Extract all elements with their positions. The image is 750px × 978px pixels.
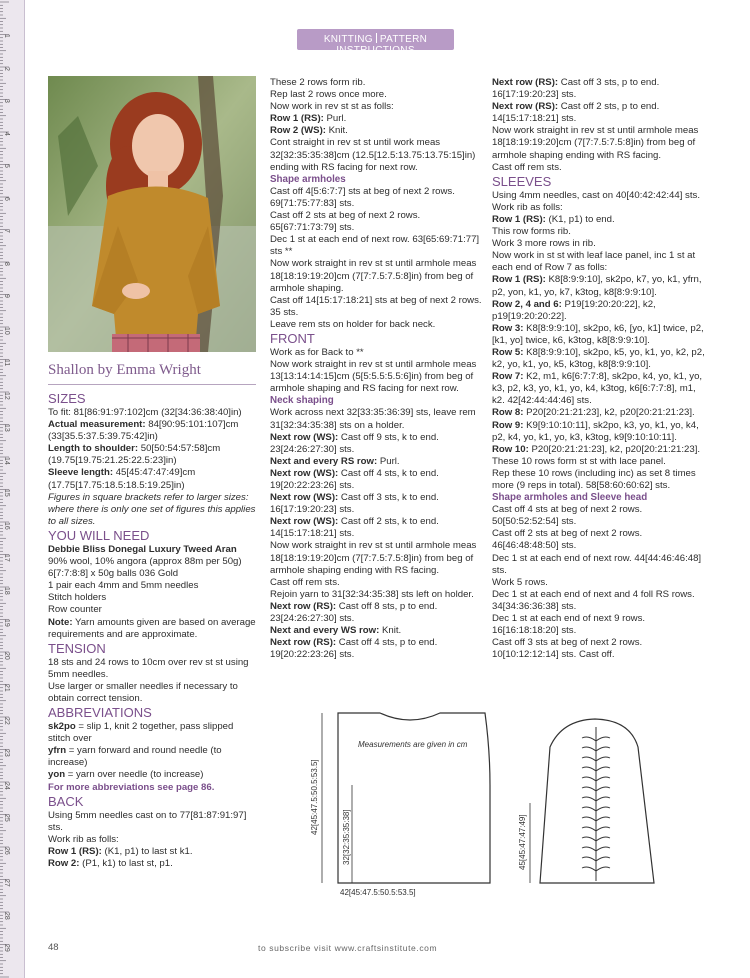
instruction-line: Next and every WS row: Knit. — [270, 625, 402, 637]
instruction-line: To fit: 81[86:91:97:102]cm (32[34:36:38:40]in) — [48, 407, 242, 418]
body-outline — [338, 713, 490, 883]
ruler-number: 29 — [3, 944, 10, 952]
instruction-line: Cast off rem sts. — [492, 161, 562, 173]
instruction-line: Next row (RS): Cast off 3 sts, p to end. 16[17:19:20:23] sts. — [492, 77, 660, 101]
instruction-line: Work rib as folls: — [492, 201, 563, 213]
instruction-line: Next and every RS row: Purl. — [270, 455, 400, 467]
instruction-line: Actual measurement: 84[90:95:101:107]cm (33[35.5:37.5:39.75:42]in) — [48, 419, 239, 443]
abbreviations-list — [48, 721, 258, 781]
front-cont-instructions — [492, 77, 707, 174]
instruction-line: Cast off 3 sts at beg of next 2 rows. 10[10:12:12:14] sts. Cast off. — [492, 637, 643, 661]
instruction-line: Next row (WS): Cast off 9 sts, k to end. 23[24:26:27:30] sts. — [270, 431, 439, 455]
instruction-line: Row 5: K8[8:9:9:10], sk2po, k5, yo, k1, yo, k2, p2, k2, yo, k1, yo, k5, k3tog, k8[8:9:9:10]. — [492, 346, 705, 371]
subscribe-text: to subscribe visit www.craftsinstitute.com — [258, 943, 438, 953]
instruction-line: Row 1 (RS): (K1, p1) to last st k1. — [48, 845, 193, 857]
instruction-line: Row 7: K2, m1, k6[6:7:7:8], sk2po, k4, yo, k1, yo, k3, p2, k3, yo, k1, yo, k4, k3tog, k6[6:7:7:8], m1, k2. 42[42:44:44:46] sts. — [492, 371, 703, 407]
front-instructions — [270, 347, 484, 395]
body-length-label: 42[45:47.5:50.5:53.5] — [310, 759, 319, 835]
subheading-sleeve-head: Shape armholes and Sleeve head — [492, 492, 648, 504]
instruction-line: Now work in st st with leaf lace panel, inc 1 st at each end of Row 7 as folls: — [492, 250, 696, 274]
yarn-note: Note: Yarn amounts given are based on average requirements and are approximate. — [48, 616, 256, 640]
sizes-note: Figures in square brackets refer to larger sizes: where there is only one set of figures this applies to all sizes. — [48, 491, 256, 527]
instruction-line: yfrn = yarn forward and round needle (to increase) — [48, 745, 222, 769]
ruler-number: 11 — [3, 359, 10, 367]
abbreviations-link[interactable]: For more abbreviations see page 86. — [48, 781, 215, 793]
back-rib-instructions — [270, 77, 484, 174]
instruction-line: Row 1 (RS): K8[8:9:9:10], sk2po, k7, yo, k1, yfrn, p2, yon, k1, yo, k7, k3tog, k8[8:9:9:10]. — [492, 274, 702, 298]
instruction-line: Now work straight in rev st st until armhole meas 13[13:14:14:15]cm (5[5:5.5:5.5:6]in) from beg of armhole shaping and RS facing for next row. — [270, 359, 477, 395]
instruction-line: Now work in rev st st as folls: — [270, 101, 394, 113]
instruction-line: Now work straight in rev st st until armhole meas 18[18:19:19:20]cm (7[7:7.5:7.5:8]in) from beg of armhole shaping ending with RS facing. — [492, 125, 699, 161]
ruler-number: 3 — [3, 99, 10, 103]
ruler-number: 21 — [3, 684, 10, 692]
instruction-line: Next row (RS): Cast off 4 sts, p to end. 19[20:22:23:26] sts. — [270, 637, 438, 661]
ruler-number: 28 — [3, 911, 10, 920]
instruction-line: Sleeve length: 45[45:47:47:49]cm (17.75[17.75:18.5:18.5:19.25]in) — [48, 467, 196, 491]
instruction-line: Now work straight in rev st st until armhole meas 18[18:19:19:20]cm (7[7:7.5:7.5:8]in) from beg of armhole shaping. — [270, 258, 477, 294]
instruction-line: Leave rem sts on holder for back neck. — [270, 318, 436, 330]
ruler-number: 16 — [3, 521, 10, 530]
instruction-line: These 2 rows form rib. — [270, 77, 366, 88]
armhole-depth-label: 32[32:35:35:38] — [342, 809, 351, 865]
ruler-number: 5 — [3, 164, 10, 168]
instruction-line: Row 2, 4 and 6: P19[19:20:20:22], k2, p19[19:20:20:22]. — [492, 298, 656, 322]
instruction-line: Work across next 32[33:35:36:39] sts, leave rem 31[32:34:35:38] sts on a holder. — [270, 407, 476, 431]
yarn-name: Debbie Bliss Donegal Luxury Tweed Aran — [48, 543, 237, 555]
page-number: 48 — [48, 942, 59, 953]
subheading-neck-shaping: Neck shaping — [270, 395, 334, 407]
section-label: KNITTING — [323, 34, 373, 45]
ruler-number: 7 — [3, 229, 10, 233]
photo-caption: Shallon by Emma Wright — [48, 362, 201, 378]
text-line: 90% wool, 10% angora (approx 88m per 50g) — [48, 556, 242, 568]
heading-you-will-need: YOU WILL NEED — [48, 527, 150, 543]
ruler-number: 12 — [3, 391, 10, 400]
ruler-number: 4 — [3, 131, 10, 136]
instruction-line: These 10 rows form st st with lace panel. — [492, 455, 666, 467]
column-2 — [270, 77, 484, 661]
text-line: Stitch holders — [48, 592, 107, 604]
ruler-number: 19 — [3, 619, 10, 627]
sleeve-length-label: 45[45:47:47:49] — [518, 814, 527, 870]
ruler-number: 1 — [3, 34, 10, 38]
ruler-number: 9 — [3, 294, 10, 298]
ruler-number: 2 — [3, 66, 10, 71]
instruction-line: Cast off 2 sts at beg of next 2 rows. 65[67:71:73:79] sts. — [270, 210, 421, 234]
instruction-line: Cast off 4[5:6:7:7] sts at beg of next 2 rows. 69[71:75:77:83] sts. — [270, 185, 455, 209]
column-3 — [492, 77, 707, 661]
instruction-line: yon = yarn over needle (to increase) — [48, 769, 204, 781]
heading-front: FRONT — [270, 330, 315, 346]
instruction-line: Dec 1 st at each end of next 9 rows. 16[16:18:18:20] sts. — [492, 613, 646, 637]
ruler-number: 22 — [3, 716, 10, 725]
heading-back: BACK — [48, 793, 84, 809]
instruction-line: Rep last 2 rows once more. — [270, 89, 387, 101]
instruction-line: Row 3: K8[8:9:9:10], sk2po, k6, [yo, k1] twice, p2, [k1, yo] twice, k6, k3tog, k8[8:9:9:10]. — [492, 322, 704, 346]
instruction-line: Cast off rem sts. — [270, 576, 340, 588]
heading-sleeves: SLEEVES — [492, 173, 552, 189]
sizes-list — [48, 407, 258, 492]
instruction-line: Cast off 4 sts at beg of next 2 rows. 50[50:52:52:54] sts. — [492, 504, 643, 528]
ruler-number: 26 — [3, 846, 10, 855]
instruction-line: Dec 1 st at each end of next row. 63[65:69:71:77] sts ** — [270, 234, 480, 258]
section-tag — [297, 29, 454, 56]
heading-tension: TENSION — [48, 640, 106, 656]
model-photo — [48, 76, 256, 352]
instruction-line: Next row (RS): Cast off 2 sts, p to end. 14[15:17:18:21] sts. — [492, 101, 660, 125]
instruction-line: This row forms rib. — [492, 226, 571, 238]
instruction-line: Row 2 (WS): Knit. — [270, 125, 348, 137]
instruction-line: Rep these 10 rows (including inc) as set 8 times more (9 reps in total). 58[58:60:60:62] sts. — [492, 467, 696, 491]
instruction-line: Row 2: (P1, k1) to last st, p1. — [48, 858, 173, 869]
instruction-line: Row 1 (RS): (K1, p1) to end. — [492, 213, 615, 225]
instruction-line: Cast off 14[15:17:18:21] sts at beg of next 2 rows. 35 sts. — [270, 294, 482, 318]
sleeve-head-instructions — [492, 504, 707, 661]
instruction-line: Row 9: K9[9:10:10:11], sk2po, k3, yo, k1, yo, k4, p2, k4, yo, k1, yo, k3, k3tog, k9[9:10:10:11]. — [492, 419, 699, 443]
instruction-line: Next row (WS): Cast off 3 sts, k to end. 16[17:19:20:23] sts. — [270, 492, 439, 516]
instruction-line: Cast off 2 sts at beg of next 2 rows. 46[46:48:48:50] sts. — [492, 528, 643, 552]
ruler-number: 14 — [3, 456, 10, 465]
sleeve-outline — [540, 719, 654, 883]
diagram-note: Measurements are given in cm — [358, 740, 468, 749]
tension-text — [48, 657, 258, 705]
ruler-number: 6 — [3, 196, 10, 201]
instruction-line: Cont straight in rev st st until work meas 32[32:35:35:38]cm (12.5[12.5:13.75:13.75:15]in) ending with RS facing for next row. — [270, 137, 476, 173]
text-line: Row counter — [48, 604, 102, 616]
body-width-label: 42[45:47.5:50.5:53.5] — [340, 888, 416, 897]
ruler-number: 27 — [3, 879, 10, 887]
ruler-number: 23 — [3, 749, 10, 757]
instruction-line: Dec 1 st at each end of next row. 44[44:46:46:48] sts. — [492, 552, 702, 576]
sleeve-instructions — [492, 190, 707, 492]
schematic-diagram — [300, 705, 710, 885]
ruler-number: 8 — [3, 261, 10, 266]
back-instructions — [48, 810, 258, 870]
text-line: 6[7:7:8:8] x 50g balls 036 Gold — [48, 568, 179, 580]
heading-sizes: SIZES — [48, 391, 86, 406]
instruction-line: Work 3 more rows in rib. — [492, 238, 596, 250]
text-line: 18 sts and 24 rows to 10cm over rev st st using 5mm needles. — [48, 656, 249, 680]
instruction-line: Next row (WS): Cast off 4 sts, k to end. 19[20:22:23:26] sts. — [270, 467, 439, 491]
instruction-line: Next row (WS): Cast off 2 sts, k to end. 14[15:17:18:21] sts. — [270, 516, 439, 540]
instruction-line: Row 1 (RS): Purl. — [270, 113, 347, 125]
instruction-line: Row 8: P20[20:21:21:23], k2, p20[20:21:21:23]. — [492, 407, 695, 419]
text-line: 1 pair each 4mm and 5mm needles — [48, 580, 199, 592]
instruction-line: Using 5mm needles cast on to 77[81:87:91:97] sts. — [48, 809, 247, 833]
instruction-line: Length to shoulder: 50[50:54:57:58]cm (19.75[19.75:21.25:22.5:23]in) — [48, 443, 221, 467]
ruler-number: 15 — [3, 489, 10, 497]
ruler-number: 10 — [3, 326, 10, 335]
column-1 — [48, 391, 258, 870]
ruler-number: 13 — [3, 424, 10, 432]
ruler-number: 17 — [3, 554, 10, 562]
ruler-number: 18 — [3, 586, 10, 595]
instruction-line: Row 10: P20[20:21:21:23], k2, p20[20:21:21:23]. — [492, 443, 701, 455]
caption-divider — [48, 384, 256, 385]
armhole-instructions — [270, 186, 484, 331]
instruction-line: Now work straight in rev st st until armhole meas 18[18:19:19:20]cm (7[7:7.5:7.5:8]in) from beg of armhole shaping ending with RS facing. — [270, 540, 477, 576]
text-line: Use larger or smaller needles if necessary to obtain correct tension. — [48, 680, 238, 704]
instruction-line: Dec 1 st at each end of next and 4 foll RS rows. 34[34:36:36:38] sts. — [492, 588, 695, 612]
neck-instructions — [270, 407, 484, 661]
instruction-line: sk2po = slip 1, knit 2 together, pass slipped stitch over — [48, 721, 234, 745]
instruction-line: Work 5 rows. — [492, 576, 548, 588]
section-title: PATTERN INSTRUCTIONS — [336, 34, 428, 56]
instruction-line: Work rib as folls: — [48, 833, 119, 845]
instruction-line: Using 4mm needles, cast on 40[40:42:42:44] sts. — [492, 189, 700, 201]
instruction-line: Rejoin yarn to 31[32:34:35:38] sts left on holder. — [270, 588, 474, 600]
ruler-number: 25 — [3, 814, 10, 822]
tape-measure-ruler — [0, 0, 25, 978]
ruler-number: 24 — [3, 781, 10, 790]
materials-list — [48, 556, 258, 616]
ruler-number: 20 — [3, 651, 10, 660]
instruction-line: Work as for Back to ** — [270, 346, 364, 358]
subheading-shape-armholes: Shape armholes — [270, 173, 346, 185]
heading-abbreviations: ABBREVIATIONS — [48, 705, 152, 721]
instruction-line: Next row (RS): Cast off 8 sts, p to end. 23[24:26:27:30] sts. — [270, 600, 438, 625]
